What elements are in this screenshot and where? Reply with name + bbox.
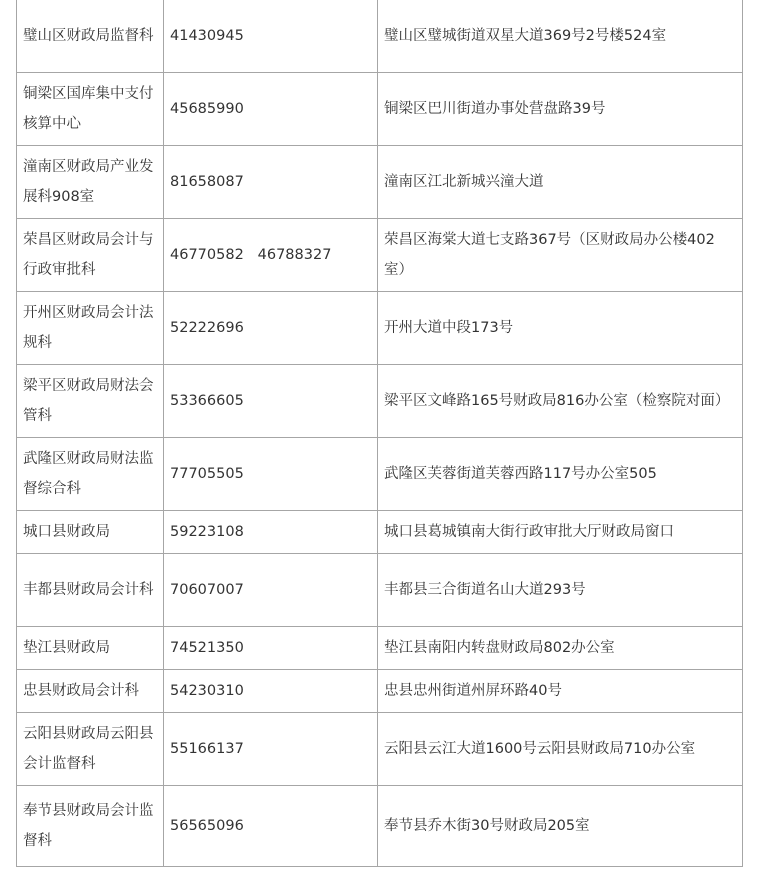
department-cell: 城口县财政局 bbox=[17, 511, 164, 554]
table-row bbox=[17, 438, 743, 511]
phone-cell: 56565096 bbox=[164, 786, 378, 867]
department-cell: 铜梁区国库集中支付核算中心 bbox=[17, 73, 164, 146]
table-row bbox=[17, 73, 743, 146]
address-cell: 铜梁区巴川街道办事处营盘路39号 bbox=[378, 73, 743, 146]
address-cell: 云阳县云江大道1600号云阳县财政局710办公室 bbox=[378, 713, 743, 786]
table-row bbox=[17, 219, 743, 292]
department-cell: 荣昌区财政局会计与行政审批科 bbox=[17, 219, 164, 292]
phone-cell: 55166137 bbox=[164, 713, 378, 786]
department-cell: 梁平区财政局财法会管科 bbox=[17, 365, 164, 438]
address-cell: 奉节县乔木街30号财政局205室 bbox=[378, 786, 743, 867]
table-row bbox=[17, 0, 743, 73]
address-cell: 忠县忠州街道州屏环路40号 bbox=[378, 670, 743, 713]
address-cell: 丰都县三合街道名山大道293号 bbox=[378, 554, 743, 627]
department-cell: 开州区财政局会计法规科 bbox=[17, 292, 164, 365]
phone-cell: 46770582 46788327 bbox=[164, 219, 378, 292]
table-row bbox=[17, 511, 743, 554]
table-row bbox=[17, 554, 743, 627]
phone-cell: 74521350 bbox=[164, 627, 378, 670]
address-cell: 武隆区芙蓉街道芙蓉西路117号办公室505 bbox=[378, 438, 743, 511]
phone-cell: 52222696 bbox=[164, 292, 378, 365]
table-row bbox=[17, 713, 743, 786]
address-cell: 梁平区文峰路165号财政局816办公室（检察院对面） bbox=[378, 365, 743, 438]
department-cell: 云阳县财政局云阳县会计监督科 bbox=[17, 713, 164, 786]
department-cell: 璧山区财政局监督科 bbox=[17, 0, 164, 73]
phone-cell: 81658087 bbox=[164, 146, 378, 219]
department-cell: 潼南区财政局产业发展科908室 bbox=[17, 146, 164, 219]
table-row bbox=[17, 365, 743, 438]
address-cell: 垫江县南阳内转盘财政局802办公室 bbox=[378, 627, 743, 670]
phone-cell: 77705505 bbox=[164, 438, 378, 511]
address-cell: 开州大道中段173号 bbox=[378, 292, 743, 365]
phone-cell: 41430945 bbox=[164, 0, 378, 73]
table-row bbox=[17, 786, 743, 867]
address-cell: 潼南区江北新城兴潼大道 bbox=[378, 146, 743, 219]
phone-cell: 53366605 bbox=[164, 365, 378, 438]
phone-cell: 70607007 bbox=[164, 554, 378, 627]
table-row bbox=[17, 670, 743, 713]
department-cell: 垫江县财政局 bbox=[17, 627, 164, 670]
address-cell: 璧山区璧城街道双星大道369号2号楼524室 bbox=[378, 0, 743, 73]
address-cell: 荣昌区海棠大道七支路367号（区财政局办公楼402室） bbox=[378, 219, 743, 292]
contacts-table bbox=[16, 0, 743, 867]
department-cell: 忠县财政局会计科 bbox=[17, 670, 164, 713]
department-cell: 武隆区财政局财法监督综合科 bbox=[17, 438, 164, 511]
table-row bbox=[17, 146, 743, 219]
department-cell: 丰都县财政局会计科 bbox=[17, 554, 164, 627]
address-cell: 城口县葛城镇南大街行政审批大厅财政局窗口 bbox=[378, 511, 743, 554]
phone-cell: 45685990 bbox=[164, 73, 378, 146]
table-row bbox=[17, 627, 743, 670]
phone-cell: 54230310 bbox=[164, 670, 378, 713]
department-cell: 奉节县财政局会计监督科 bbox=[17, 786, 164, 867]
phone-cell: 59223108 bbox=[164, 511, 378, 554]
table-row bbox=[17, 292, 743, 365]
